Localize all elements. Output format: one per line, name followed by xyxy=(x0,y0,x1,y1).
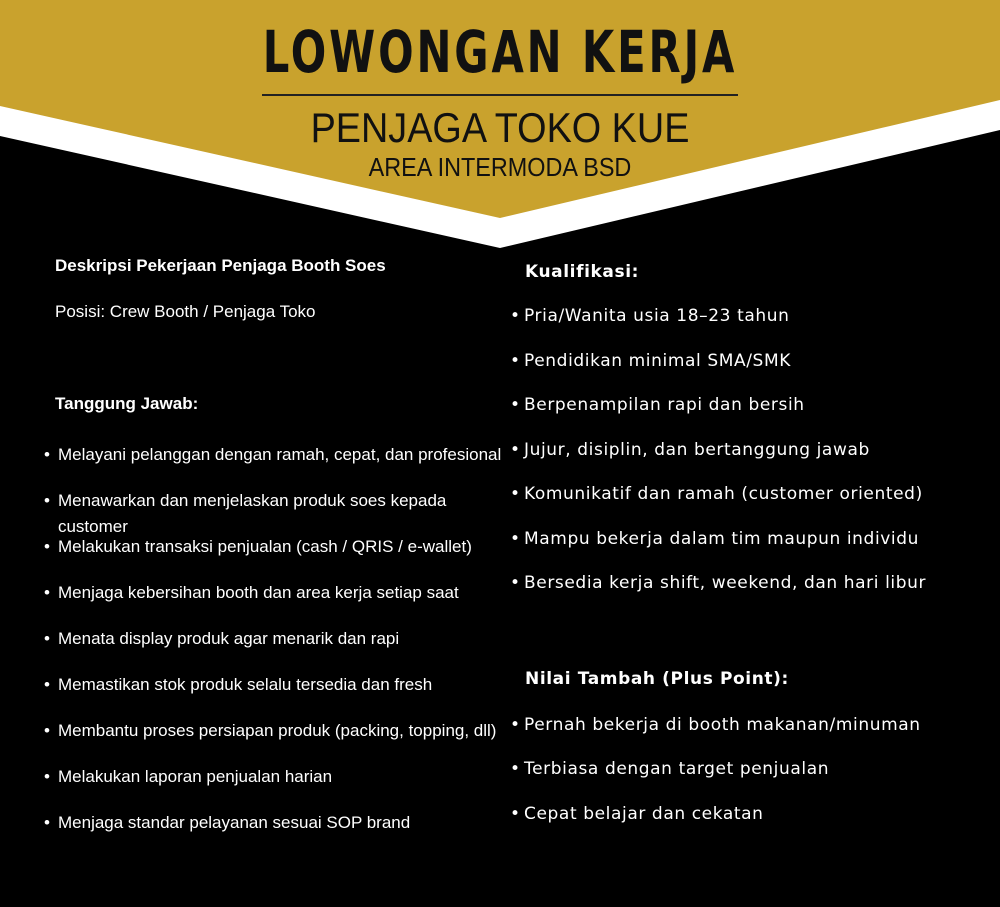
list-item xyxy=(510,438,990,483)
plus-points-list xyxy=(510,713,990,847)
position-text: Posisi: Crew Booth / Penjaga Toko xyxy=(55,302,316,321)
bullet-icon: • xyxy=(510,350,521,371)
list-item xyxy=(510,349,990,394)
bullet-icon: • xyxy=(510,528,521,549)
job-position: PENJAGA TOKO KUE xyxy=(310,104,690,151)
bullet-icon: • xyxy=(44,675,50,694)
description-heading: Deskripsi Pekerjaan Penjaga Booth Soes xyxy=(55,256,386,275)
bullet-icon: • xyxy=(510,395,521,415)
bullet-icon: • xyxy=(44,537,50,556)
bullet-icon: • xyxy=(44,721,50,740)
list-item-text: Menata display produk agar menarik dan rapi xyxy=(58,629,400,648)
bullet-icon: • xyxy=(510,803,521,824)
title-divider xyxy=(262,94,738,96)
bullet-icon: • xyxy=(44,445,50,464)
bullet-icon: • xyxy=(510,573,521,593)
page-title: LOWONGAN KERJA xyxy=(262,18,738,86)
list-item xyxy=(510,571,990,616)
list-item xyxy=(44,534,504,580)
bullet-icon: • xyxy=(44,629,50,648)
list-item xyxy=(44,810,504,856)
right-column xyxy=(510,262,990,846)
responsibilities-list xyxy=(44,442,504,856)
list-item xyxy=(510,757,990,802)
list-item-text: Mampu bekerja dalam tim maupun individu xyxy=(524,528,920,549)
list-item xyxy=(510,482,990,527)
list-item-text: Berpenampilan rapi dan bersih xyxy=(524,395,805,415)
list-item-text: Bersedia kerja shift, weekend, dan hari libur xyxy=(524,573,927,593)
list-item-text: Melakukan transaksi penjualan (cash / QRIS / e-wallet) xyxy=(58,537,472,556)
bullet-icon: • xyxy=(44,767,50,786)
list-item xyxy=(44,442,504,488)
list-item-text: Membantu proses persiapan produk (packing, topping, dll) xyxy=(58,721,497,740)
bullet-icon: • xyxy=(510,484,521,504)
list-item-text: Memastikan stok produk selalu tersedia dan fresh xyxy=(58,675,433,694)
list-item xyxy=(510,713,990,758)
list-item xyxy=(44,580,504,626)
list-item-text: Menjaga kebersihan booth dan area kerja setiap saat xyxy=(58,583,459,602)
list-item xyxy=(44,488,504,534)
bullet-icon: • xyxy=(510,714,521,735)
list-item-text: Terbiasa dengan target penjualan xyxy=(524,759,830,779)
qualifications-heading: Kualifikasi: xyxy=(525,262,640,282)
responsibilities-heading: Tanggung Jawab: xyxy=(55,394,199,413)
qualifications-list xyxy=(510,304,990,616)
list-item-text: Pria/Wanita usia 18–23 tahun xyxy=(524,306,790,326)
list-item-text: Menjaga standar pelayanan sesuai SOP brand xyxy=(58,813,411,832)
left-column xyxy=(44,256,504,856)
list-item-text: Komunikatif dan ramah (customer oriented) xyxy=(524,484,923,504)
list-item xyxy=(44,672,504,718)
bullet-icon: • xyxy=(44,491,50,510)
bullet-icon: • xyxy=(510,439,521,460)
list-item-text: Melakukan laporan penjualan harian xyxy=(58,767,333,786)
list-item-text: Pernah bekerja di booth makanan/minuman xyxy=(524,714,921,735)
bullet-icon: • xyxy=(510,759,521,779)
list-item xyxy=(44,626,504,672)
list-item xyxy=(510,393,990,438)
bullet-icon: • xyxy=(44,583,50,602)
list-item-text: Jujur, disiplin, dan bertanggung jawab xyxy=(524,439,870,460)
list-item-text: Melayani pelanggan dengan ramah, cepat, dan profesional xyxy=(58,445,502,464)
bullet-icon: • xyxy=(510,306,521,326)
list-item xyxy=(510,304,990,349)
bullet-icon: • xyxy=(44,813,50,832)
list-item xyxy=(510,802,990,847)
list-item-text: Menawarkan dan menjelaskan produk soes kepada customer xyxy=(57,491,447,536)
list-item-text: Pendidikan minimal SMA/SMK xyxy=(524,350,791,371)
list-item xyxy=(510,527,990,572)
job-area: AREA INTERMODA BSD xyxy=(368,152,632,182)
list-item xyxy=(44,764,504,810)
plus-points-heading: Nilai Tambah (Plus Point): xyxy=(525,668,789,689)
list-item xyxy=(44,718,504,764)
list-item-text: Cepat belajar dan cekatan xyxy=(524,803,764,824)
